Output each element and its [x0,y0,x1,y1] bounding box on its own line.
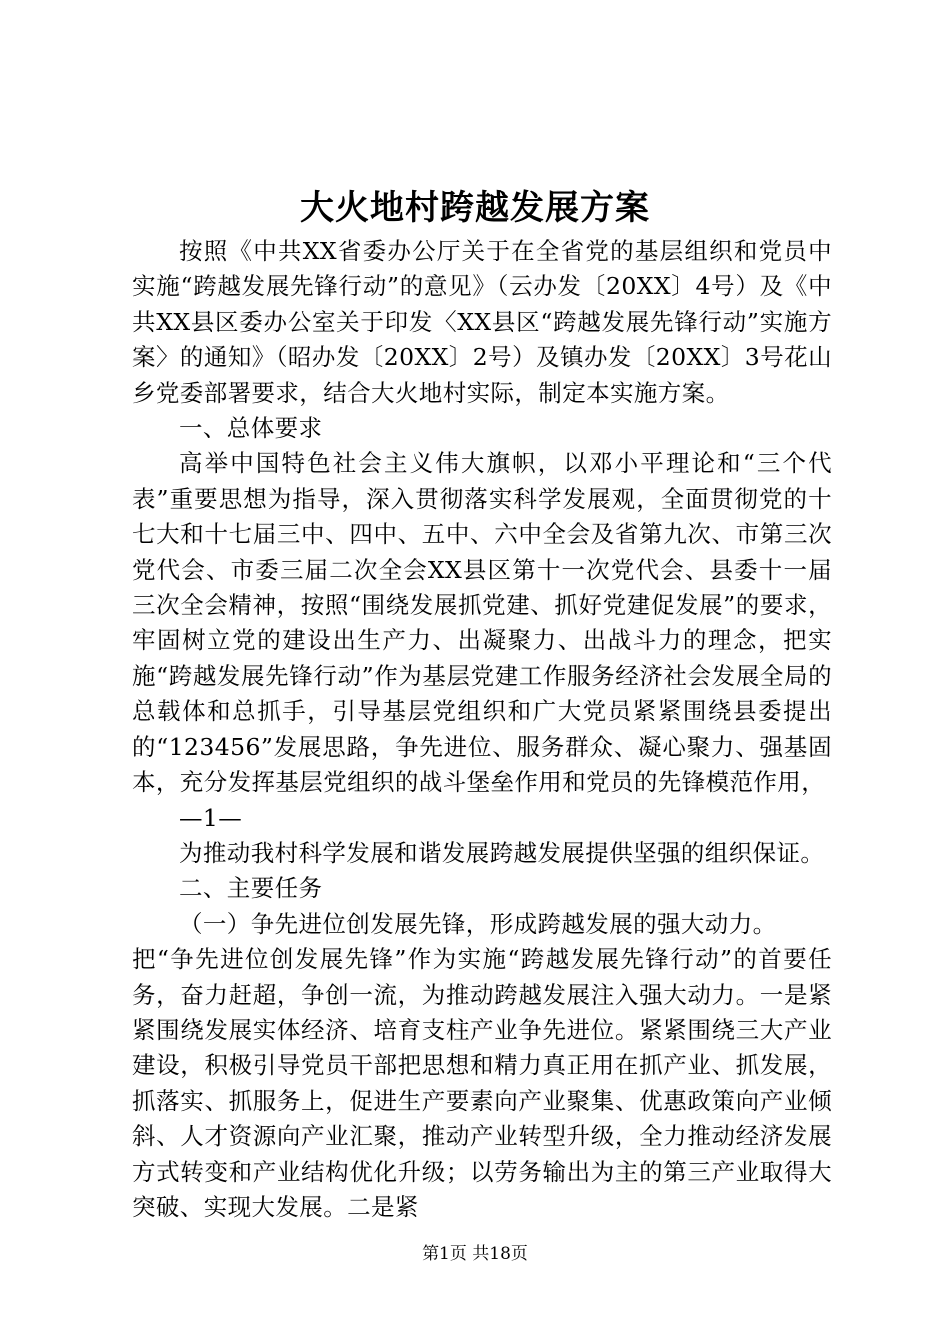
intro-paragraph: 按照《中共XX省委办公厅关于在全省党的基层组织和党员中实施“跨越发展先锋行动”的意见》（云办发〔20XX〕4号）及《中共XX县区委办公室关于印发〈XX县区“跨越发展先锋行动”实施方案〉的通知》（昭办发〔20XX〕2号）及镇办发〔20XX〕3号花山乡党委部署要求，结合大火地村实际，制定本实施方案。 [132,237,832,407]
continuation-paragraph: 为推动我村科学发展和谐发展跨越发展提供坚强的组织保证。 [179,838,825,867]
section-heading-main-tasks: 二、主要任务 [179,874,323,903]
page-footer: 第1页 共18页 [422,1244,528,1264]
document-body [132,234,832,1225]
task-one-heading: （一）争先进位创发展先锋，形成跨越发展的强大动力。 [179,909,777,938]
inline-page-marker: —1— [179,803,243,832]
document-title: 大火地村跨越发展方案 [300,188,650,228]
section-heading-general-requirements: 一、总体要求 [179,414,323,443]
task-one-paragraph: 把“争先进位创发展先锋”作为实施“跨越发展先锋行动”的首要任务，奋力赶超，争创一流，为推动跨越发展注入强大动力。一是紧紧围绕发展实体经济、培育支柱产业争先进位。紧紧围绕三大产业建设，积极引导党员干部把思想和精力真正用在抓产业、抓发展，抓落实、抓服务上，促进生产要素向产业聚集、优惠政策向产业倾斜、人才资源向产业汇聚，推动产业转型升级，全力推动经济发展方式转变和产业结构优化升级；以劳务输出为主的第三产业取得大突破、实现大发展。二是紧 [132,945,832,1221]
general-requirements-paragraph: 高举中国特色社会主义伟大旗帜，以邓小平理论和“三个代表”重要思想为指导，深入贯彻落实科学发展观，全面贯彻党的十七大和十七届三中、四中、五中、六中全会及省第九次、市第三次党代会、市委三届二次全会XX县区第十一次党代会、县委十一届三次全会精神，按照“围绕发展抓党建、抓好党建促发展”的要求，牢固树立党的建设出生产力、出凝聚力、出战斗力的理念，把实施“跨越发展先锋行动”作为基层党建工作服务经济社会发展全局的总载体和总抓手，引导基层党组织和广大党员紧紧围绕县委提出的“123456”发展思路，争先进位、服务群众、凝心聚力、强基固本，充分发挥基层党组织的战斗堡垒作用和党员的先锋模范作用， [132,449,832,797]
